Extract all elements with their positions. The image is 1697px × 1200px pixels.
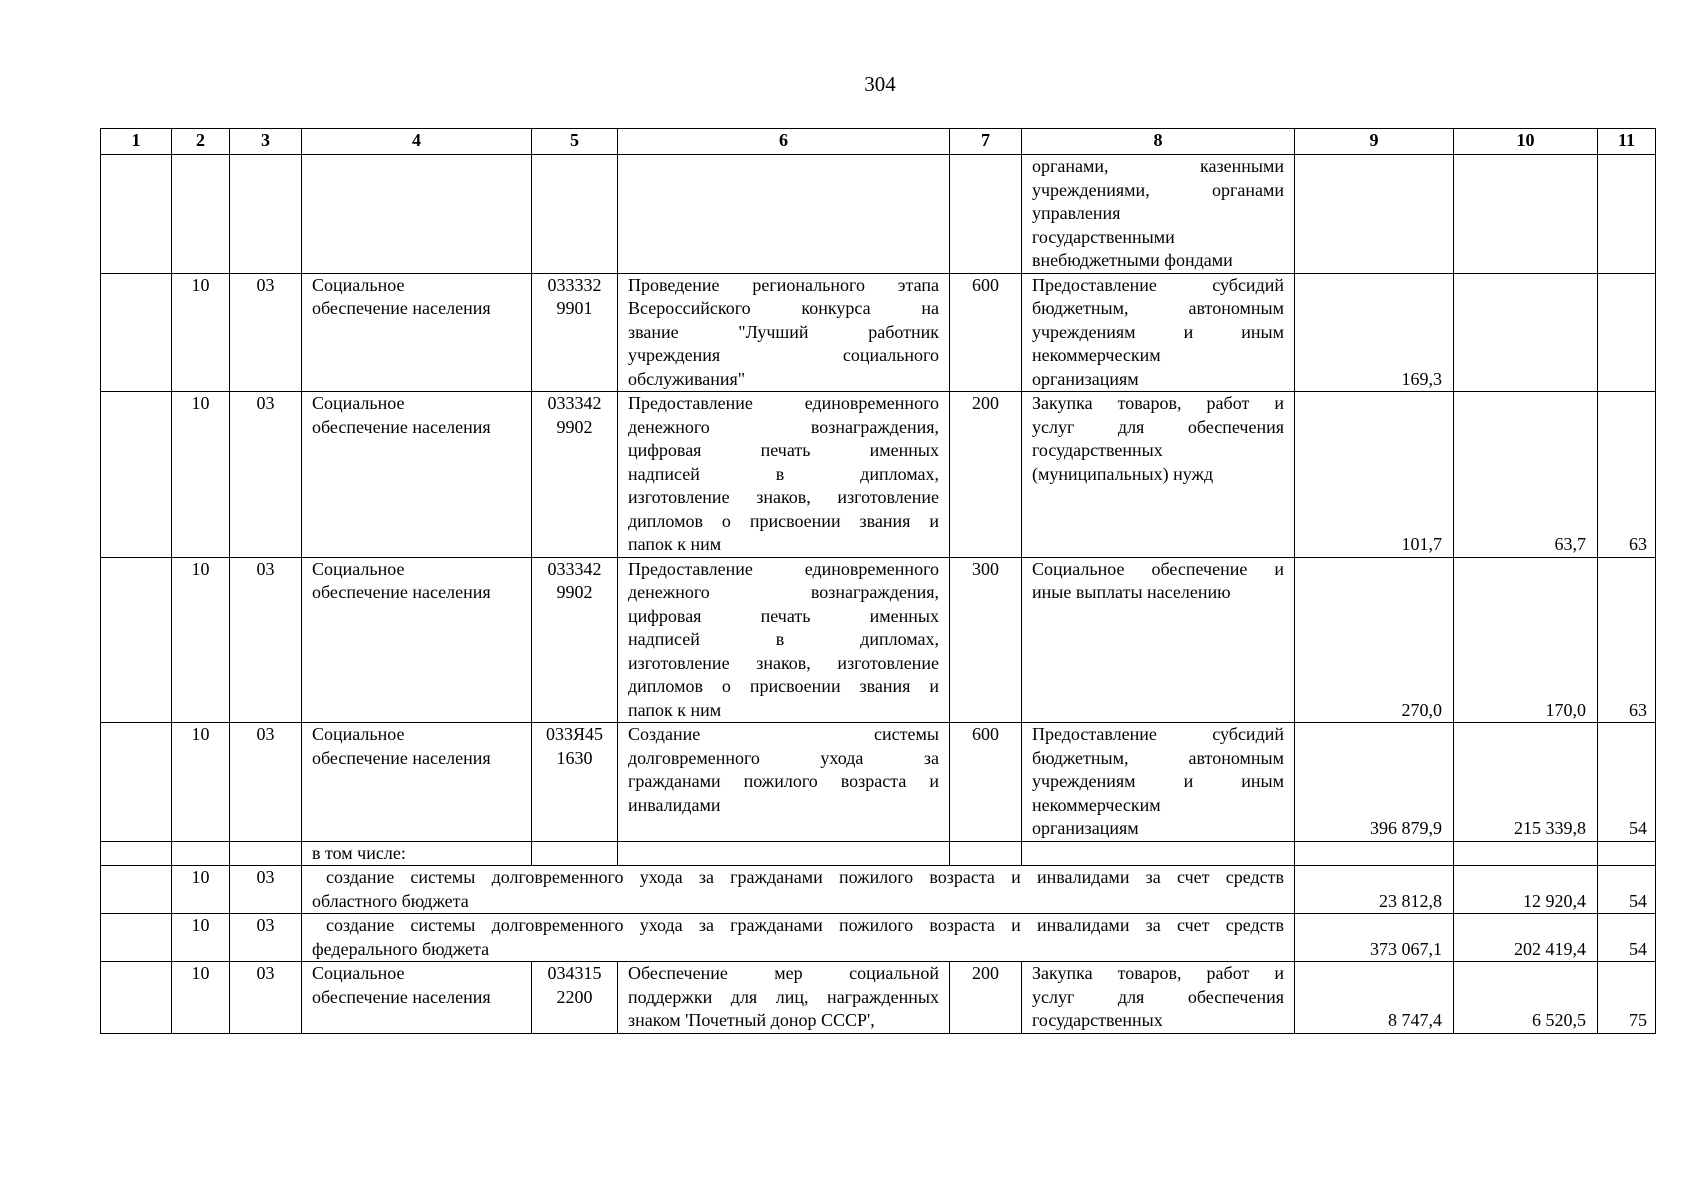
empty-cell [1295, 155, 1454, 274]
cell-section-name-line: Социальное [312, 963, 405, 983]
cell-target-name-line: цифровая печать именных [628, 440, 939, 460]
cell-target-name-line: дипломов о присвоении звания и [628, 676, 939, 696]
cell-section: 10 [172, 962, 230, 1034]
cell-expense-type-line: бюджетным, автономным [1032, 298, 1284, 318]
cell-target-name-line: надписей в дипломах, [628, 463, 939, 484]
cell-expense-code: 200 [950, 392, 1022, 558]
empty-cell [1598, 155, 1656, 274]
empty-cell [172, 841, 230, 866]
cell-amount-10: 215 339,8 [1454, 723, 1598, 842]
cell-subsection: 03 [230, 914, 302, 962]
empty-cell [532, 841, 618, 866]
cell-amount-9: 23 812,8 [1295, 866, 1454, 914]
cell-target-name-line: обслуживания" [628, 368, 746, 389]
cell-expense-type-line: организациям [1032, 368, 1139, 389]
cell-expense-type-line: некоммерческим [1032, 345, 1161, 365]
empty-cell [1598, 841, 1656, 866]
cell-amount-10: 170,0 [1454, 557, 1598, 723]
cell-section-name-line: Социальное [312, 274, 405, 295]
cell-target-name-line: Обеспечение мер социальной [628, 963, 939, 983]
cell-target-name-line: учреждения социального [628, 345, 939, 365]
cell-target-name-line: цифровая печать именных [628, 605, 939, 626]
empty-cell [618, 841, 950, 866]
empty-cell [101, 557, 172, 723]
empty-cell [101, 841, 172, 866]
cell-amount-11: 54 [1598, 914, 1656, 962]
table-row [101, 841, 1656, 866]
cell-section-name [302, 273, 532, 392]
cell-amount-10: 6 520,5 [1454, 962, 1598, 1034]
cell-target-name-line: Проведение регионального этапа [628, 274, 939, 295]
cell-expense-type-line: бюджетным, автономным [1032, 747, 1284, 768]
cell-expense-type-line: Закупка товаров, работ и [1032, 393, 1284, 413]
header-row [101, 129, 1656, 155]
cell-section-name-line: обеспечение населения [312, 416, 491, 437]
cell-target-name-line: поддержки для лиц, награжденных [628, 986, 939, 1007]
cell-expense-code: 600 [950, 723, 1022, 842]
cell-amount-10: 12 920,4 [1454, 866, 1598, 914]
cell-expense-type [1022, 392, 1295, 558]
cell-target-name-line: денежного вознаграждения, [628, 416, 939, 437]
cell-expense-type-line: государственных [1032, 1010, 1163, 1030]
empty-cell [618, 155, 950, 274]
cell-amount-9: 169,3 [1295, 273, 1454, 392]
cell-section-name-line: обеспечение населения [312, 582, 491, 602]
cell-target-name-line: долговременного ухода за [628, 747, 939, 768]
cell-target-name [618, 557, 950, 723]
cell-section-name-line: обеспечение населения [312, 747, 491, 768]
table-row [101, 392, 1656, 558]
cell-target-code-line: 9901 [556, 298, 593, 318]
empty-cell [950, 841, 1022, 866]
cell-amount-11: 75 [1598, 962, 1656, 1034]
cell-subsection: 03 [230, 962, 302, 1034]
cell-amount-9: 373 067,1 [1295, 914, 1454, 962]
column-header-1: 1 [101, 129, 172, 155]
cell-section-name [302, 723, 532, 842]
cell-target-name [618, 273, 950, 392]
cell-target-name-line: дипломов о присвоении звания и [628, 510, 939, 531]
cell-amount-10: 202 419,4 [1454, 914, 1598, 962]
cell-amount-10: 63,7 [1454, 392, 1598, 558]
table-row [101, 273, 1656, 392]
cell-target-name-line: звание "Лучший работник [628, 321, 939, 342]
empty-cell [1022, 841, 1295, 866]
cell-expense-type-line: государственных [1032, 440, 1163, 460]
cell-target-name-line: папок к ним [628, 699, 722, 720]
cell-section-name-line: Социальное [312, 724, 405, 744]
column-header-2: 2 [172, 129, 230, 155]
cell-section-name-line: обеспечение населения [312, 986, 491, 1007]
column-header-8: 8 [1022, 129, 1295, 155]
cell-target-name-line: Всероссийского конкурса на [628, 298, 939, 318]
cell-expense-type-line: учреждениями, органами [1032, 179, 1284, 200]
cell-amount-9: 8 747,4 [1295, 962, 1454, 1034]
cell-target-code-line: 033342 [547, 393, 602, 413]
cell-target-code-line: 034315 [547, 963, 602, 983]
cell-section: 10 [172, 866, 230, 914]
description-line: федерального бюджета [312, 938, 490, 959]
cell-amount-11 [1598, 273, 1656, 392]
cell-subsection: 03 [230, 723, 302, 842]
cell-target-name-line: знаком 'Почетный донор СССР', [628, 1010, 875, 1030]
budget-table [100, 128, 1656, 1034]
cell-target-code [532, 557, 618, 723]
cell-expense-code: 300 [950, 557, 1022, 723]
cell-section-name [302, 392, 532, 558]
cell-target-code-line: 033332 [547, 274, 602, 295]
cell-subsection: 03 [230, 273, 302, 392]
cell-expense-type-line: иные выплаты населению [1032, 582, 1231, 602]
cell-expense-type-line: услуг для обеспечения [1032, 986, 1284, 1007]
cell-target-code-line: 033342 [547, 558, 602, 579]
cell-expense-type [1022, 273, 1295, 392]
table-row [101, 723, 1656, 842]
table-row [101, 914, 1656, 962]
cell-target-code-line: 9902 [556, 582, 593, 602]
empty-cell [101, 866, 172, 914]
cell-amount-10 [1454, 273, 1598, 392]
description-line: создание системы долговременного ухода за гражданами пожилого возраста и инвалидами за счет средств [326, 867, 1284, 887]
cell-target-name-line: Создание системы [628, 724, 939, 744]
empty-cell [101, 723, 172, 842]
cell-target-name-line: Предоставление единовременного [628, 558, 939, 579]
table-row [101, 557, 1656, 723]
cell-expense-type-line: некоммерческим [1032, 794, 1161, 815]
cell-target-name-line: изготовление знаков, изготовление [628, 652, 939, 673]
cell-target-name-line: надписей в дипломах, [628, 629, 939, 649]
cell-expense-type-line: организациям [1032, 818, 1139, 838]
column-header-10: 10 [1454, 129, 1598, 155]
cell-section-name [302, 557, 532, 723]
cell-target-code-line: 2200 [556, 986, 593, 1007]
empty-cell [101, 155, 172, 274]
empty-cell [101, 273, 172, 392]
cell-merged-description [302, 866, 1295, 914]
empty-cell [532, 155, 618, 274]
cell-target-code [532, 723, 618, 842]
cell-target-code-line: 1630 [556, 747, 593, 768]
cell-expense-type-line: учреждениям и иным [1032, 771, 1284, 791]
cell-expense-type [1022, 557, 1295, 723]
cell-subsection: 03 [230, 392, 302, 558]
cell-section-name-line: обеспечение населения [312, 298, 491, 318]
column-header-7: 7 [950, 129, 1022, 155]
cell-expense-type [1022, 962, 1295, 1034]
empty-cell [1454, 155, 1598, 274]
empty-cell [101, 392, 172, 558]
cell-expense-type-line: Закупка товаров, работ и [1032, 963, 1284, 983]
cell-target-code [532, 273, 618, 392]
cell-section-name-line: Социальное [312, 558, 405, 579]
cell-expense-code: 600 [950, 273, 1022, 392]
cell-target-name-line: инвалидами [628, 794, 721, 815]
empty-cell [1295, 841, 1454, 866]
cell-target-name-line: Предоставление единовременного [628, 393, 939, 413]
column-header-9: 9 [1295, 129, 1454, 155]
cell-expense-type-line: органами, казенными [1032, 156, 1284, 176]
cell-target-code [532, 392, 618, 558]
column-header-11: 11 [1598, 129, 1656, 155]
cell-expense-type-line: Социальное обеспечение и [1032, 558, 1284, 579]
empty-cell [230, 155, 302, 274]
description-line: создание системы долговременного ухода за гражданами пожилого возраста и инвалидами за счет средств [326, 915, 1284, 935]
table-row [101, 866, 1656, 914]
cell-target-name-line: изготовление знаков, изготовление [628, 487, 939, 507]
empty-cell [950, 155, 1022, 274]
page-number: 304 [864, 72, 896, 96]
cell-target-name [618, 962, 950, 1034]
cell-amount-11: 63 [1598, 392, 1656, 558]
cell-expense-type [1022, 723, 1295, 842]
cell-amount-11: 54 [1598, 866, 1656, 914]
column-header-6: 6 [618, 129, 950, 155]
column-header-5: 5 [532, 129, 618, 155]
cell-expense-type-line: внебюджетными фондами [1032, 250, 1233, 270]
cell-amount-9: 270,0 [1295, 557, 1454, 723]
cell-expense-type-line: Предоставление субсидий [1032, 724, 1284, 744]
cell-target-name-line: гражданами пожилого возраста и [628, 771, 939, 791]
cell-amount-11: 63 [1598, 557, 1656, 723]
empty-cell [1454, 841, 1598, 866]
column-header-3: 3 [230, 129, 302, 155]
cell-subsection: 03 [230, 557, 302, 723]
table-row [101, 155, 1656, 274]
cell-expense-type-line: (муниципальных) нужд [1032, 463, 1214, 484]
cell-subsection: 03 [230, 866, 302, 914]
cell-amount-9: 396 879,9 [1295, 723, 1454, 842]
cell-target-code-line: 9902 [556, 416, 593, 437]
cell-expense-type-line: учреждениям и иным [1032, 321, 1284, 342]
cell-merged-description [302, 914, 1295, 962]
cell-target-code [532, 962, 618, 1034]
cell-expense-type-line: государственными [1032, 226, 1175, 247]
cell-section: 10 [172, 273, 230, 392]
cell-amount-9: 101,7 [1295, 392, 1454, 558]
column-header-4: 4 [302, 129, 532, 155]
empty-cell [101, 962, 172, 1034]
cell-target-name-line: денежного вознаграждения, [628, 582, 939, 602]
cell-section: 10 [172, 392, 230, 558]
including-label: в том числе: [302, 841, 532, 866]
cell-target-name-line: папок к ним [628, 534, 722, 554]
empty-cell [302, 155, 532, 274]
cell-expense-type-line: услуг для обеспечения [1032, 416, 1284, 437]
cell-target-code-line: 033Я45 [545, 724, 603, 744]
cell-expense-type-line: управления [1032, 203, 1121, 223]
empty-cell [101, 914, 172, 962]
description-line: областного бюджета [312, 890, 469, 911]
table-row [101, 962, 1656, 1034]
cell-target-name [618, 723, 950, 842]
cell-section: 10 [172, 557, 230, 723]
cell-amount-11: 54 [1598, 723, 1656, 842]
cell-section: 10 [172, 914, 230, 962]
empty-cell [172, 155, 230, 274]
cell-expense-type [1022, 155, 1295, 274]
cell-expense-type-line: Предоставление субсидий [1032, 274, 1284, 295]
cell-target-name [618, 392, 950, 558]
empty-cell [230, 841, 302, 866]
cell-section-name [302, 962, 532, 1034]
cell-expense-code: 200 [950, 962, 1022, 1034]
cell-section: 10 [172, 723, 230, 842]
cell-section-name-line: Социальное [312, 393, 405, 413]
